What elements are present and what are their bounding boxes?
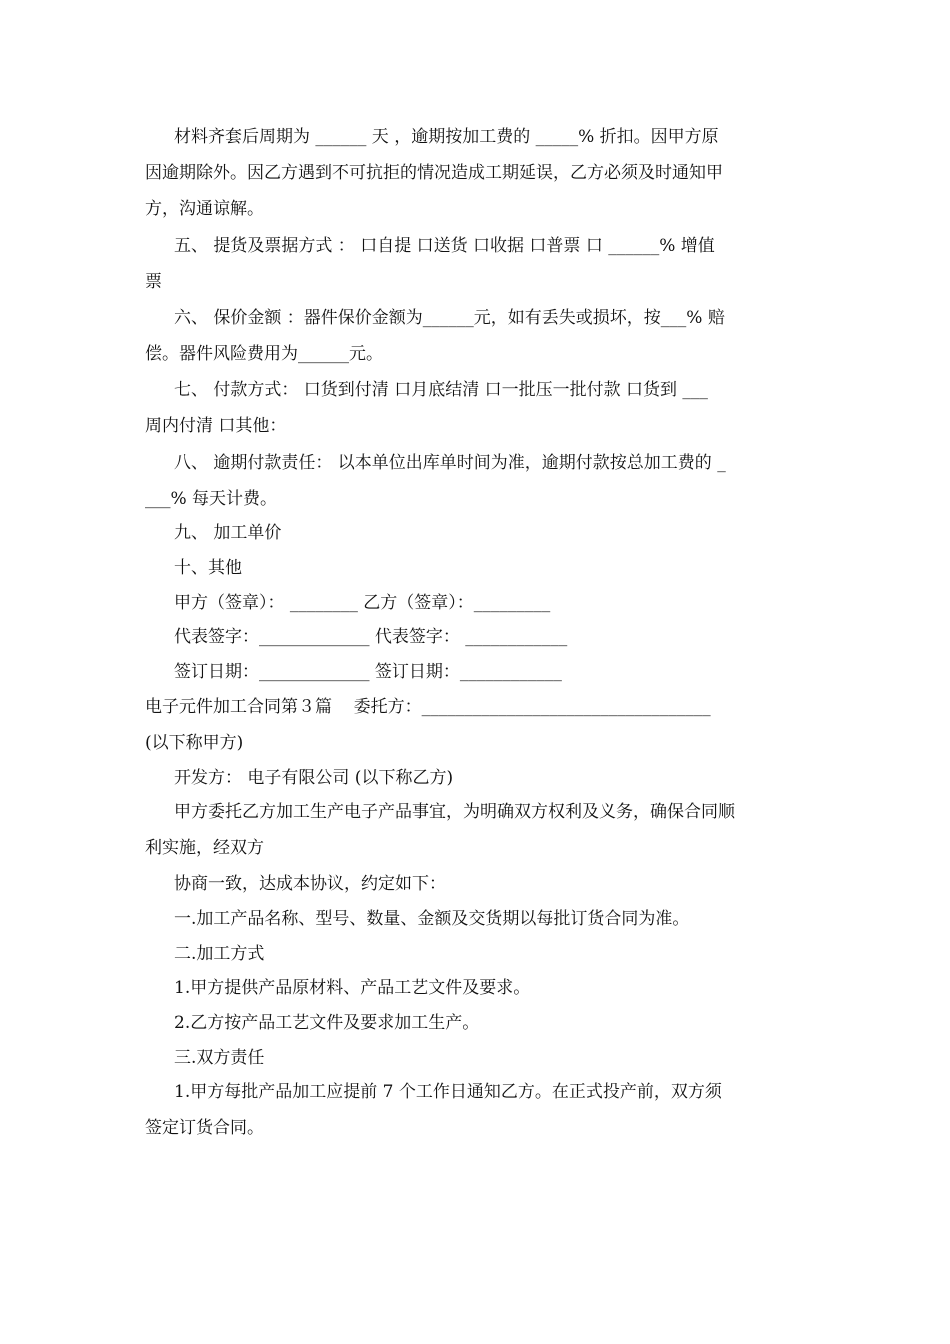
text-line: 偿。器件风险费用为______元。 (145, 344, 383, 364)
text-line: 开发方： 电子有限公司 (以下称乙方) (174, 768, 454, 788)
text-line: 票 (145, 272, 162, 292)
text-line: 一.加工产品名称、型号、数量、金额及交货期以每批订货合同为准。 (174, 909, 690, 929)
section-title: 电子元件加工合同第３篇 委托方：__________________________________ (145, 697, 711, 717)
text-line: 1.甲方每批产品加工应提前 7 个工作日通知乙方。在正式投产前，双方须 (174, 1082, 722, 1102)
text-line: 六、 保价金额 ：器件保价金额为______元，如有丢失或损坏，按___% 赔 (174, 308, 725, 328)
signature-row: 甲方（签章）： ________ 乙方（签章）：_________ (174, 593, 551, 613)
text-line: (以下称甲方) (145, 733, 244, 753)
text-line: 甲方委托乙方加工生产电子产品事宜，为明确双方权利及义务，确保合同顺 (174, 802, 735, 822)
text-line: 签定订货合同。 (145, 1118, 264, 1138)
text-line: 方，沟通谅解。 (145, 199, 264, 219)
text-line: 利实施，经双方 (145, 838, 264, 858)
text-line: 1.甲方提供产品原材料、产品工艺文件及要求。 (174, 978, 531, 998)
signature-row: 签订日期：_____________ 签订日期：____________ (174, 662, 562, 682)
text-line: 八、 逾期付款责任： 以本单位出库单时间为准，逾期付款按总加工费的 _ (174, 453, 726, 473)
text-line: ___% 每天计费。 (145, 489, 278, 509)
text-line: 协商一致，达成本协议，约定如下： (174, 874, 446, 894)
text-line: 周内付清 口其他： (145, 416, 287, 436)
text-line: 九、 加工单价 (174, 523, 282, 543)
text-line: 五、 提货及票据方式 ： 口自提 口送货 口收据 口普票 口 ______% 增值 (174, 236, 715, 256)
text-line: 2.乙方按产品工艺文件及要求加工生产。 (174, 1013, 480, 1033)
text-line: 因逾期除外。因乙方遇到不可抗拒的情况造成工期延误，乙方必须及时通知甲 (145, 163, 723, 183)
text-line: 十、其他 (174, 558, 242, 578)
text-line: 三.双方责任 (174, 1048, 265, 1068)
signature-row: 代表签字：_____________ 代表签字： ____________ (174, 627, 568, 647)
text-line: 二.加工方式 (174, 944, 265, 964)
text-line: 七、 付款方式： 口货到付清 口月底结清 口一批压一批付款 口货到 ___ (174, 380, 708, 400)
text-line: 材料齐套后周期为 ______ 天 ，逾期按加工费的 _____% 折扣。因甲方原 (174, 127, 719, 147)
